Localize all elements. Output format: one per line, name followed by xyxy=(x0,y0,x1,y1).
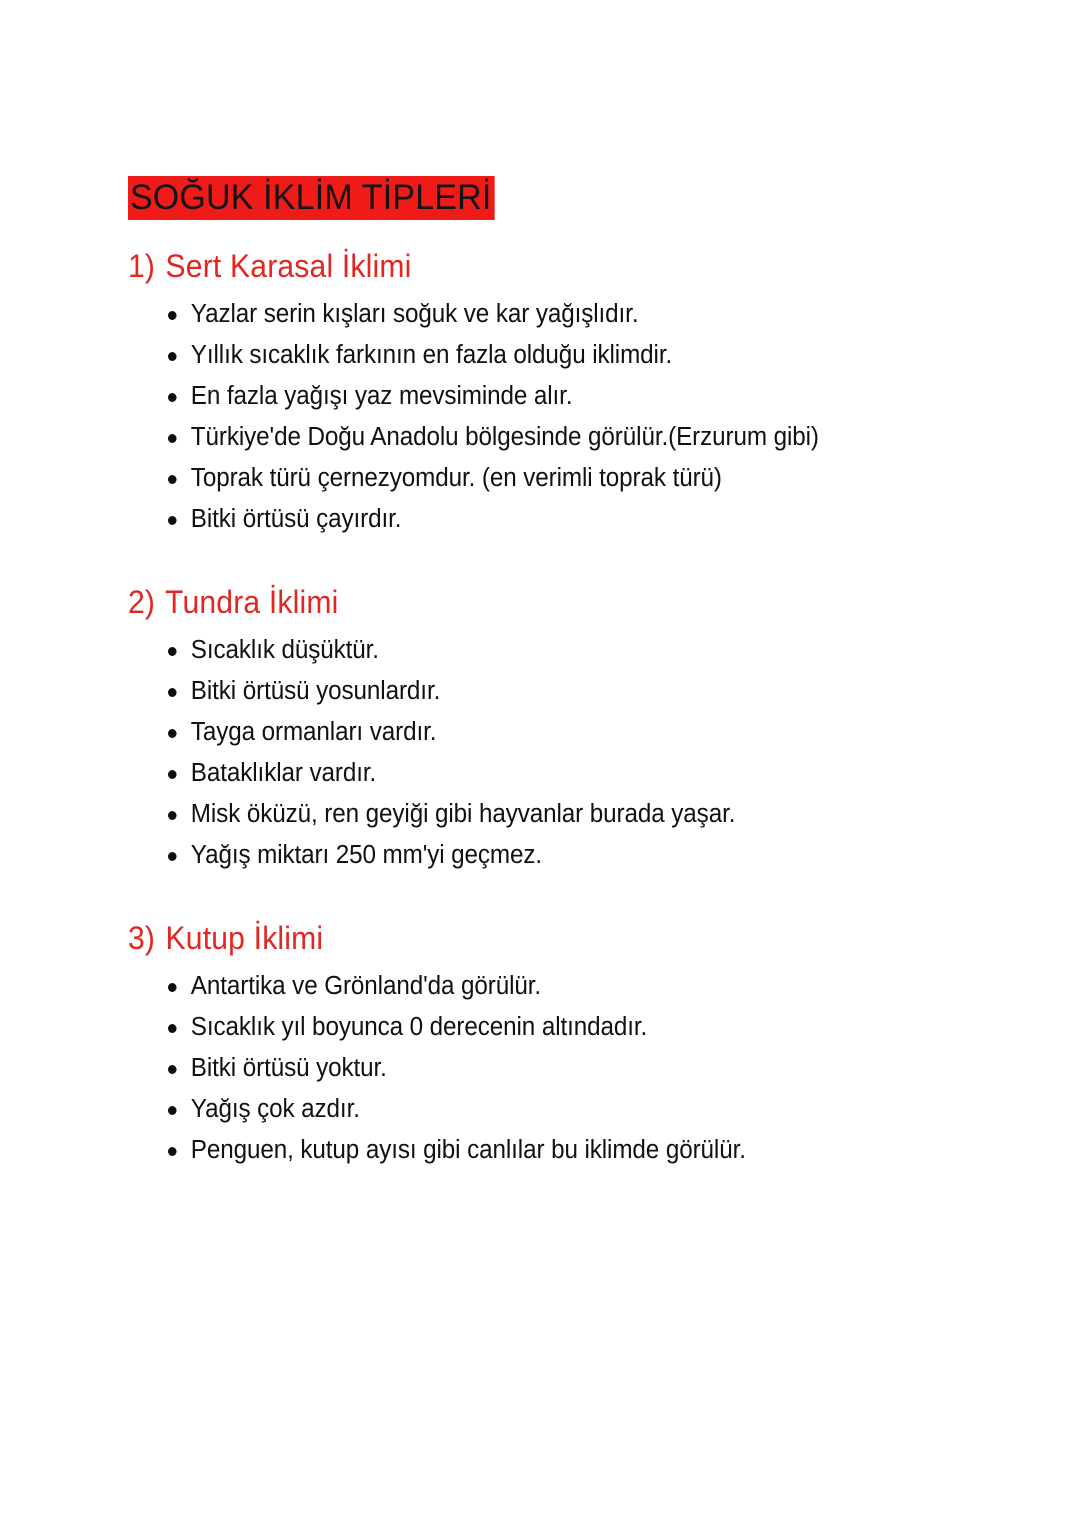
bullet-icon xyxy=(168,311,177,320)
list-item xyxy=(168,499,928,540)
list-item-text: Yağış miktarı 250 mm'yi geçmez. xyxy=(190,841,543,869)
section-sert-karasal-iklimi xyxy=(128,244,968,540)
list-item xyxy=(168,835,928,876)
list-item-text: Bitki örtüsü yoktur. xyxy=(190,1054,387,1082)
bullet-icon xyxy=(168,434,177,443)
bullet-icon xyxy=(168,811,177,820)
list-item xyxy=(168,794,928,835)
list-item-text: Yağış çok azdır. xyxy=(190,1095,360,1123)
bullet-list-3 xyxy=(128,966,968,1171)
list-item-text: Tayga ormanları vardır. xyxy=(190,718,437,746)
section-title-2: Tundra İklimi xyxy=(165,584,339,620)
bullet-icon xyxy=(168,729,177,738)
list-item-text: Bitki örtüsü yosunlardır. xyxy=(190,677,441,705)
list-item xyxy=(168,294,928,335)
list-item xyxy=(168,376,928,417)
list-item xyxy=(168,671,928,712)
list-item-text: Sıcaklık yıl boyunca 0 derecenin altındadır. xyxy=(190,1013,648,1041)
list-item-text: Misk öküzü, ren geyiği gibi hayvanlar burada yaşar. xyxy=(190,800,736,828)
section-heading-1 xyxy=(128,244,918,288)
list-item xyxy=(168,1089,928,1130)
bullet-icon xyxy=(168,852,177,861)
section-kutup-iklimi xyxy=(128,916,968,1171)
list-item xyxy=(168,966,928,1007)
bullet-icon xyxy=(168,516,177,525)
list-item xyxy=(168,753,928,794)
bullet-list-2 xyxy=(128,630,968,876)
bullet-list-1 xyxy=(128,294,968,540)
bullet-icon xyxy=(168,1065,177,1074)
list-item xyxy=(168,458,928,499)
list-item-text: Sıcaklık düşüktür. xyxy=(190,636,379,664)
page-title: SOĞUK İKLİM TİPLERİ xyxy=(128,176,494,220)
bullet-icon xyxy=(168,647,177,656)
list-item xyxy=(168,630,928,671)
bullet-icon xyxy=(168,770,177,779)
page-title-row xyxy=(128,176,968,220)
notes-content xyxy=(128,176,968,1177)
bullet-icon xyxy=(168,475,177,484)
list-item xyxy=(168,1007,928,1048)
list-item-text: Bitki örtüsü çayırdır. xyxy=(190,505,402,533)
list-item-text: Antartika ve Grönland'da görülür. xyxy=(190,972,542,1000)
list-item-text: Toprak türü çernezyomdur. (en verimli toprak türü) xyxy=(190,464,722,492)
bullet-icon xyxy=(168,352,177,361)
bullet-icon xyxy=(168,393,177,402)
bullet-icon xyxy=(168,688,177,697)
list-item xyxy=(168,417,928,458)
list-item xyxy=(168,335,928,376)
bullet-icon xyxy=(168,1106,177,1115)
list-item-text: Penguen, kutup ayısı gibi canlılar bu iklimde görülür. xyxy=(190,1136,746,1164)
list-item xyxy=(168,712,928,753)
bullet-icon xyxy=(168,1147,177,1156)
section-title-1: Sert Karasal İklimi xyxy=(165,248,412,284)
list-item-text: Yazlar serin kışları soğuk ve kar yağışlıdır. xyxy=(190,300,639,328)
section-heading-2 xyxy=(128,580,918,624)
section-number-1: 1) xyxy=(128,248,156,284)
list-item-text: Türkiye'de Doğu Anadolu bölgesinde görülür.(Erzurum gibi) xyxy=(190,423,819,451)
section-heading-3 xyxy=(128,916,918,960)
list-item-text: Bataklıklar vardır. xyxy=(190,759,377,787)
list-item xyxy=(168,1048,928,1089)
section-number-3: 3) xyxy=(128,920,156,956)
list-item-text: En fazla yağışı yaz mevsiminde alır. xyxy=(190,382,573,410)
section-title-3: Kutup İklimi xyxy=(165,920,324,956)
list-item xyxy=(168,1130,928,1171)
section-tundra-iklimi xyxy=(128,580,968,876)
bullet-icon xyxy=(168,983,177,992)
section-number-2: 2) xyxy=(128,584,156,620)
bullet-icon xyxy=(168,1024,177,1033)
list-item-text: Yıllık sıcaklık farkının en fazla olduğu iklimdir. xyxy=(190,341,673,369)
